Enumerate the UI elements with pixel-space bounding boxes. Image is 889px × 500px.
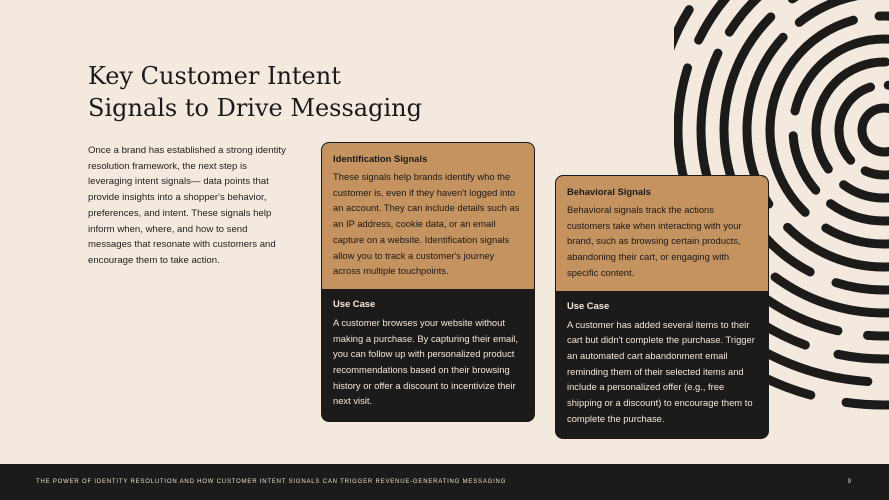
title-line-1: Key Customer Intent: [88, 62, 341, 90]
card-heading: Behavioral Signals: [567, 186, 651, 197]
intro-paragraph: Once a brand has established a strong identity resolution framework, the next step is leveraging intent signals— data points that provide insights into a shopper's behavior, preferences, and intent. These signals help inform when, where, and how to send messages that resonate with customers and encourage them to take action.: [88, 145, 286, 266]
page-title: [88, 60, 422, 124]
page-number: 9: [847, 479, 851, 485]
use-case-section: [322, 289, 534, 421]
behavioral-signals-card: [555, 175, 769, 439]
use-case-section: [556, 291, 768, 439]
card-heading: Identification Signals: [333, 153, 428, 164]
use-case-heading: Use Case: [333, 297, 376, 309]
card-description: [322, 143, 534, 289]
card-description: [556, 176, 768, 291]
use-case-text: A customer browses your website without making a purchase. By capturing their email, you can follow up with personalized product recommendations based on their browsing history or offer a discount to incentivize their next visit.: [333, 316, 518, 407]
title-line-2: Signals to Drive Messaging: [88, 94, 422, 122]
use-case-heading: Use Case: [567, 299, 610, 311]
footer-text: THE POWER OF IDENTITY RESOLUTION AND HOW CUSTOMER INTENT SIGNALS CAN TRIGGER REVENUE-GENERATING MESSAGING: [36, 479, 507, 485]
use-case-text: A customer has added several items to their cart but didn't complete the purchase. Trigger an automated cart abandonment email reminding them of their selected items and include a personalized offer (e.g., free shipping or a discount) to encourage them to complete the purchase.: [567, 318, 755, 424]
identification-signals-card: [321, 142, 535, 422]
footer-bar: [0, 464, 889, 500]
card-body-text: Behavioral signals track the actions customers take when interacting with your brand, such as browsing certain products, abandoning their cart, or engaging with specific content.: [567, 204, 742, 278]
card-body-text: These signals help brands identify who the customer is, even if they haven't logged into an account. They can include details such as an IP address, cookie data, or an email capture on a website. Identification signals allow you to track a customer's journey across multiple touchpoints.: [333, 171, 520, 277]
